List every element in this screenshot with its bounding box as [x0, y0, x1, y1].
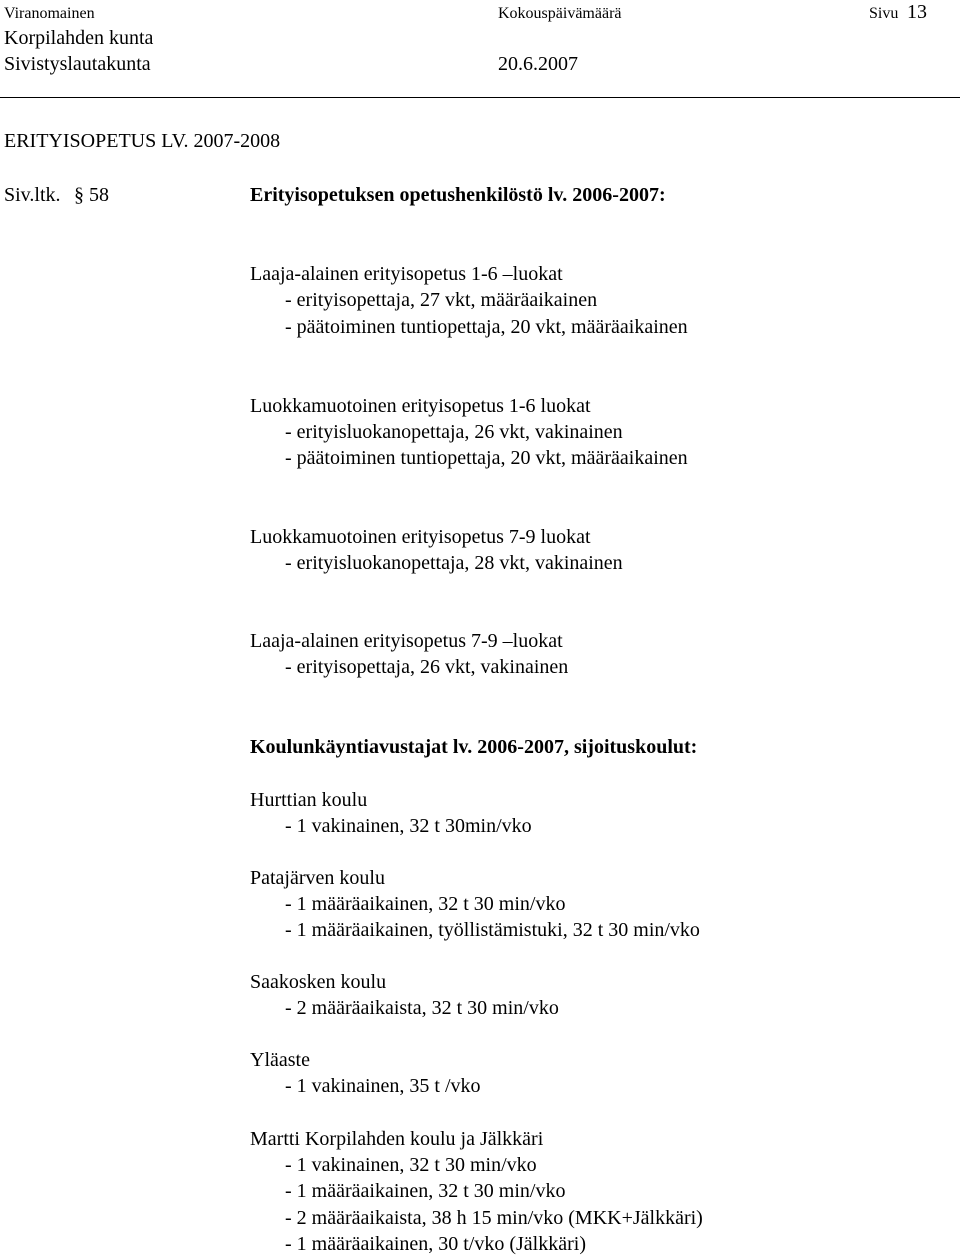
- header-page-label: Sivu: [869, 5, 899, 22]
- assistants-heading: Koulunkäyntiavustajat lv. 2006-2007, sijoituskoulut:: [250, 736, 698, 758]
- section-title: Erityisopetuksen opetushenkilöstö lv. 2006-2007:: [250, 184, 666, 206]
- list-item: - 2 määräaikaista, 38 h 15 min/vko (MKK+Jälkkäri): [285, 1207, 703, 1229]
- list-item: - päätoiminen tuntiopettaja, 20 vkt, määräaikainen: [285, 447, 688, 469]
- school-title: Yläaste: [250, 1049, 310, 1071]
- list-item: - 1 vakinainen, 32 t 30 min/vko: [285, 1154, 537, 1176]
- list-item: - päätoiminen tuntiopettaja, 20 vkt, määräaikainen: [285, 316, 688, 338]
- header-meeting-date: 20.6.2007: [498, 53, 578, 75]
- list-item: - 1 määräaikainen, työllistämistuki, 32 t 30 min/vko: [285, 919, 700, 941]
- list-item: - 1 määräaikainen, 30 t/vko (Jälkkäri): [285, 1233, 586, 1255]
- header-authority-label: Viranomainen: [4, 5, 95, 22]
- list-item: - 1 vakinainen, 35 t /vko: [285, 1075, 481, 1097]
- list-item: - 1 määräaikainen, 32 t 30 min/vko: [285, 1180, 566, 1202]
- list-item: - 1 määräaikainen, 32 t 30 min/vko: [285, 893, 566, 915]
- school-title: Hurttian koulu: [250, 789, 368, 811]
- group-title: Luokkamuotoinen erityisopetus 1-6 luokat: [250, 395, 591, 417]
- school-title: Saakosken koulu: [250, 971, 387, 993]
- header-meeting-date-label: Kokouspäivämäärä: [498, 5, 622, 22]
- group-title: Luokkamuotoinen erityisopetus 7-9 luokat: [250, 526, 591, 548]
- list-item: - erityisopettaja, 27 vkt, määräaikainen: [285, 289, 598, 311]
- list-item: - 1 vakinainen, 32 t 30min/vko: [285, 815, 532, 837]
- group-title: Laaja-alainen erityisopetus 7-9 –luokat: [250, 630, 563, 652]
- document-title: ERITYISOPETUS LV. 2007-2008: [4, 130, 281, 152]
- list-item: - 2 määräaikaista, 32 t 30 min/vko: [285, 997, 559, 1019]
- header-divider: [0, 97, 960, 98]
- list-item: - erityisopettaja, 26 vkt, vakinainen: [285, 656, 569, 678]
- list-item: - erityisluokanopettaja, 28 vkt, vakinainen: [285, 552, 623, 574]
- section-number: § 58: [74, 184, 109, 206]
- section-label: Siv.ltk.: [4, 184, 61, 206]
- group-title: Laaja-alainen erityisopetus 1-6 –luokat: [250, 263, 563, 285]
- school-title: Martti Korpilahden koulu ja Jälkkäri: [250, 1128, 544, 1150]
- header-board-name: Sivistyslautakunta: [4, 53, 151, 75]
- header-organization: Korpilahden kunta: [4, 27, 154, 49]
- school-title: Patajärven koulu: [250, 867, 385, 889]
- header-page-number: 13: [907, 1, 927, 23]
- list-item: - erityisluokanopettaja, 26 vkt, vakinainen: [285, 421, 623, 443]
